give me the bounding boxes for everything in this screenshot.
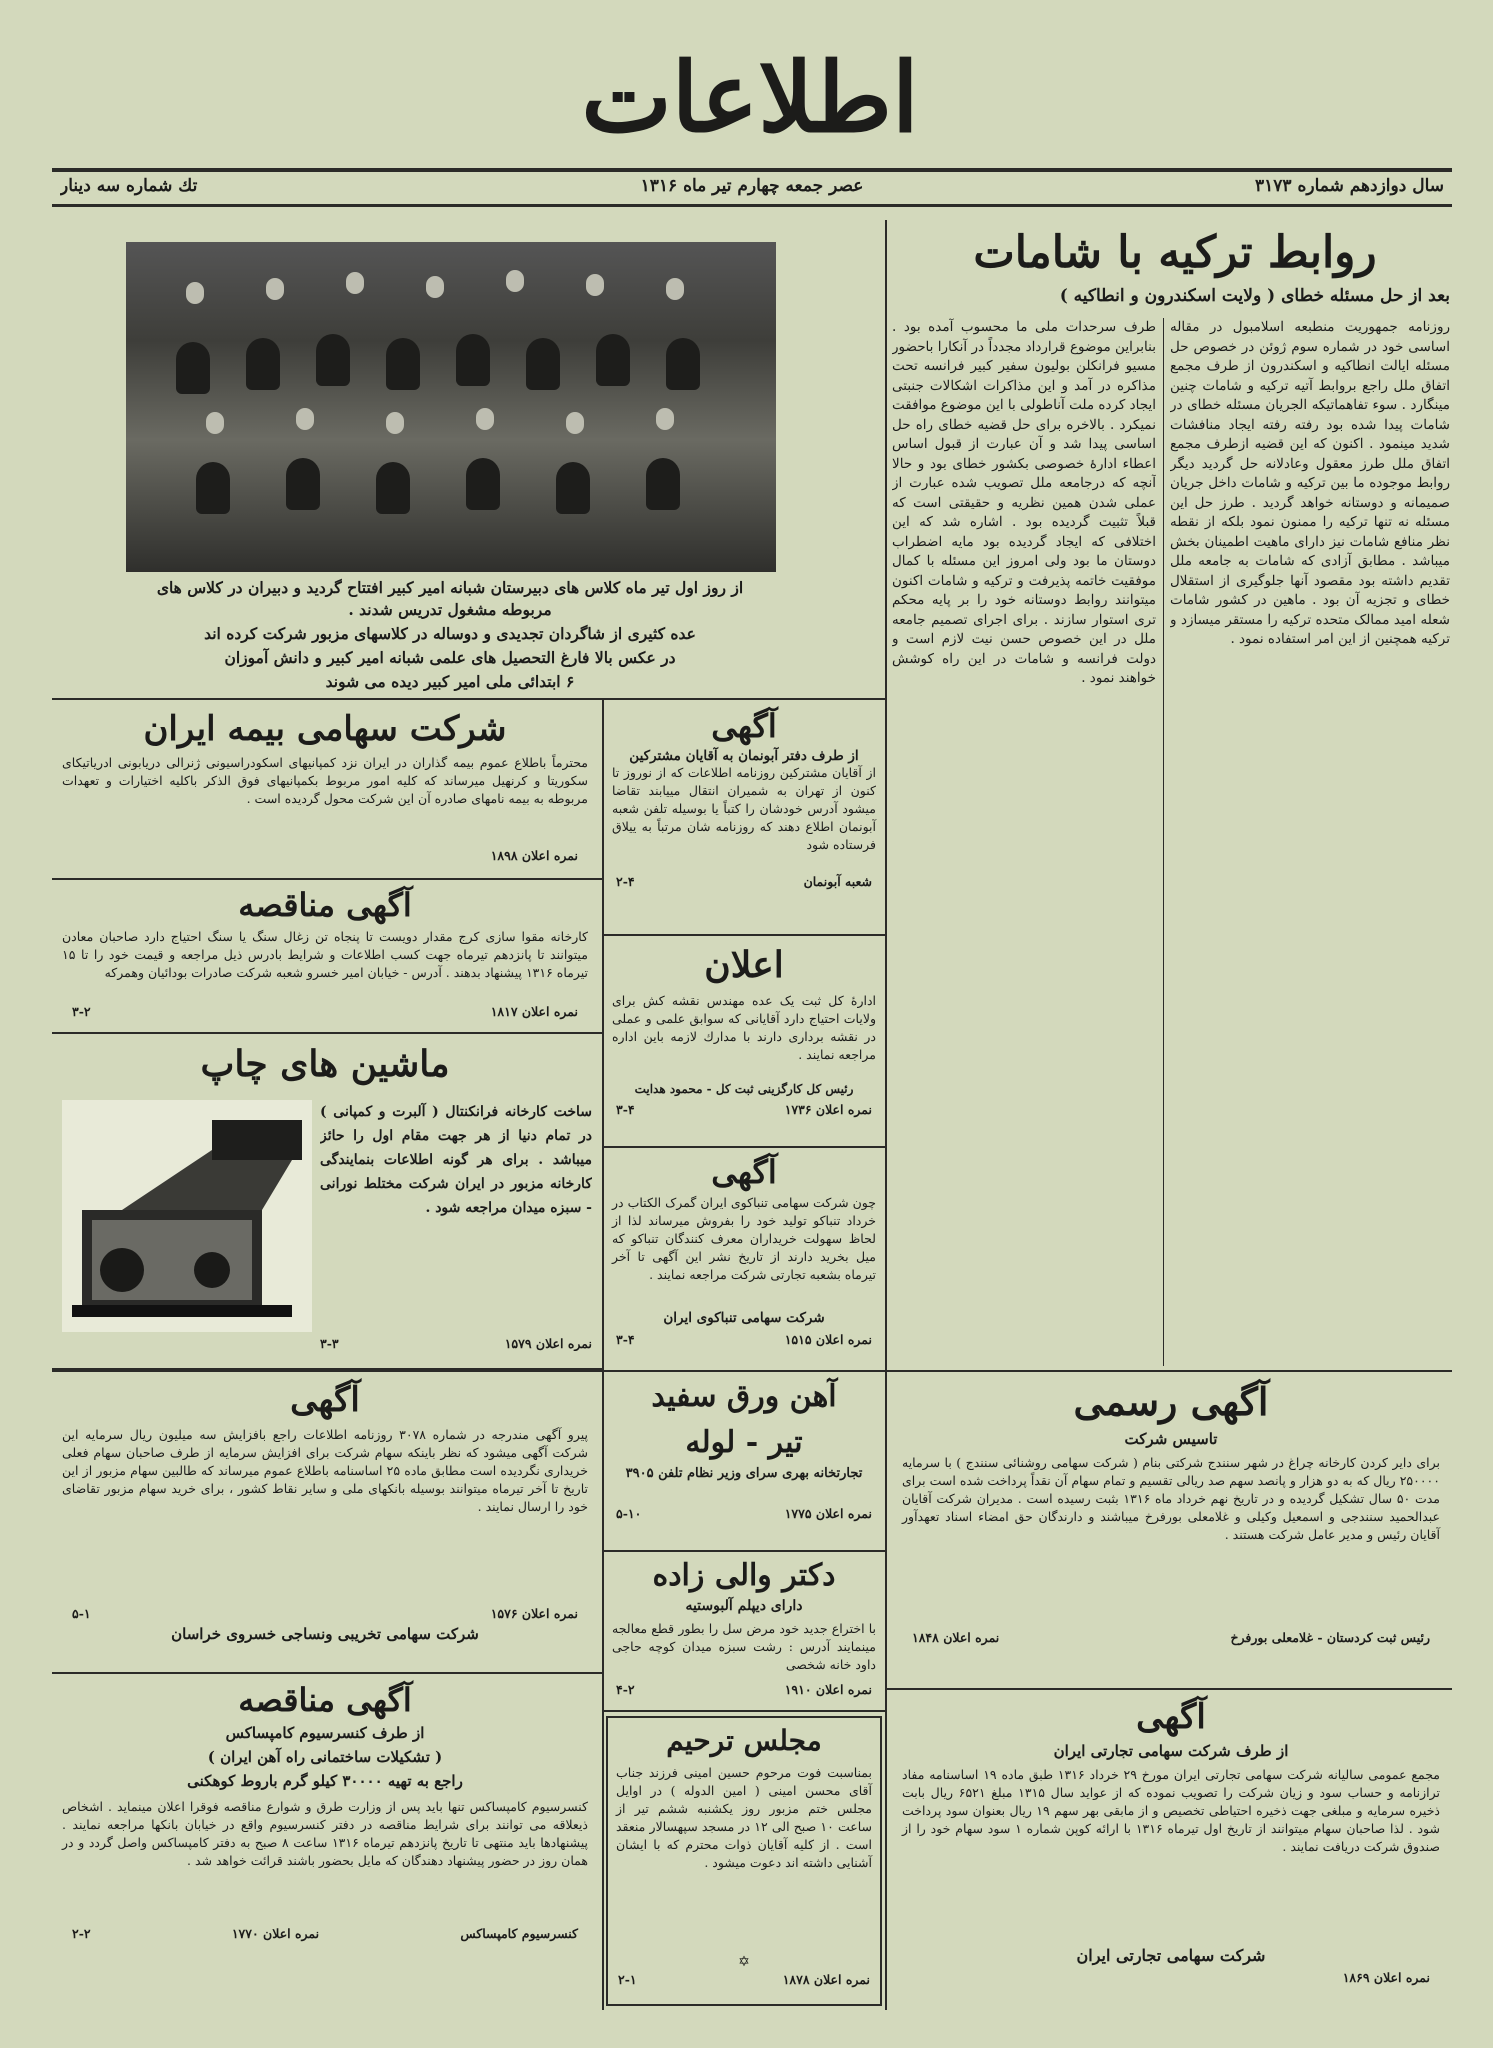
doctor-subtitle: دارای دیپلم آلبوستیه bbox=[685, 1598, 803, 1614]
photo-caption-1: از روز اول تیر ماه کلاس های دبیرستان شبانه امیر کبیر افتتاح گردید و دبیران در کلاس های bbox=[156, 578, 744, 597]
insurance-body: محترماً باطلاع عموم بیمه گذاران در ایران نزد کمپانیهای اسکودراسیونی ژنرالی دریابونی ادریاتیکای سکوریتا و کرنهیل میرساند که کلیه امور مربوط بکمپانیهای فوق الذکر باکلیه اختیارات و تعهدات مربوطه به بیمه نامهای صادره آن این شرکت محول گردیده است . bbox=[62, 755, 588, 806]
printing-body: ساخت کارخانه فرانکنتال ( آلبرت و کمپانی ) در تمام دنیا از هر جهت مقام اول را حائز میباشد . برای هر گونه اطلاعات بنمایندگی کارخانه مزبور در ایران شرکت مختلط نورانی - سبزه میدان مراجعه شود . bbox=[320, 1104, 592, 1216]
student-face bbox=[266, 278, 284, 300]
iron-code: ۵-۱۰ bbox=[616, 1506, 642, 1521]
tobacco-body: چون شرکت سهامی تنباکوی ایران گمرک الکتاب در خرداد تنباکو تولید خود را بفروش میرساند لذا از لحاظ سهولت خریداران معرف کنندگان تنباکو که میل بخرید دارند از تاریخ نشر این آگهی تا آخر تیرماه بشعبه تجارتی شرکت مراجعه نمایند . bbox=[612, 1195, 876, 1282]
lead-subhead: بعد از حل مسئله خطای ( ولایت اسکندرون و انطاکیه ) bbox=[1059, 286, 1450, 306]
masthead-rule-bottom bbox=[52, 204, 1452, 207]
photo-caption-2: مربوطه مشغول تدریس شدند . bbox=[348, 600, 552, 619]
student-figure bbox=[316, 334, 350, 386]
tender1-title: آگهی مناقصه bbox=[238, 886, 412, 924]
rule bbox=[52, 1032, 602, 1034]
issue-date: عصر جمعه چهارم تیر ماه ۱۳۱۶ bbox=[640, 176, 864, 196]
student-face bbox=[386, 412, 404, 434]
tender1-body: کارخانه مقوا سازی کرج مقدار دویست تا پنجاه تن زغال سنگ یا سنگ احتیاج دارد صاحبان معادن میتوانند تا پانزدهم تیرماه جهت کسب اطلاعات و شرایط بادرس ذیل مراجعه و قیمت خود را تا ۱۵ تیرماه ۱۳۱۶ پیشنهاد بدهند . آدرس - خیابان امیر خسرو شعبه شرکت صادرات بودائیان وهمرکه bbox=[62, 929, 588, 980]
doctor-title: دکتر والی زاده bbox=[652, 1558, 836, 1593]
memorial-footer bbox=[608, 1972, 880, 1987]
tender2-lead-3: راجع به تهیه ۳۰۰۰۰ کیلو گرم باروط کوهکنی bbox=[187, 1772, 463, 1790]
printing-title: ماشین های چاپ bbox=[200, 1043, 450, 1085]
tender2-lead-2: ( تشکیلات ساختمانی راه آهن ایران ) bbox=[207, 1748, 443, 1766]
printing-ad bbox=[52, 1036, 598, 1366]
subscription-body: از آقایان مشترکین روزنامه اطلاعات که از نوروز تا کنون از تهران به شمیران انتقال مییابند تقاضا میشود آدرس خودشان را کتباً یا بوسیله تلفن شعبه آبونمان اطلاع دهند که روزنامه شان مرتباً به ییلاق فرستاده شود bbox=[612, 765, 876, 852]
trade-footer bbox=[892, 1970, 1450, 1985]
masthead-rule-top bbox=[52, 168, 1452, 172]
trade-body: مجمع عمومی سالیانه شرکت سهامی تجارتی ایران مورخ ۲۹ خرداد ۱۳۱۶ طبق ماده ۱۹ اساسنامه مفاد ترازنامه و حساب سود و زیان شرکت را تصویب نموده که از عواید سال ۱۳۱۵ مبلغ ۶۵۲۱ ریال بابت ذخیره سرمایه و مبلغی جهت ذخیره احتیاطی تخصیص و از مابقی بهر سهم ۱۹ ریال بعنوان سود پرداخت شود . لذا صاحبان سهام میتوانند از تاریخ اول تیرماه ۱۳۱۶ با ارائه کوپن شماره ۱ سود سهام خود را از صندوق شرکت دریافت نمایند . bbox=[902, 1767, 1440, 1854]
lead-column-2: طرف سرحدات ملی ما محسوب آمده بود . بنابراین موضوع قرارداد مجدداً در آنکارا باحضور مسیو فرانکلن بولیون سفیر کبیر فرانسه تحت مذاکره در آمد و این مذاکرات اشکالات جنبتی ایجاد کرده ملت آناطولی با این موضوع موافقت نمیکرد . بالاخره برای حل قضیه خطای راه حل اساسی پیدا شد و آن عبارت از قبول اساس اعطاء ادارهٔ خصوصی بکشور خطای بود و حالا آنچه که درجامعه ملل تصویب شده عبارت از عملی شدن همین نظریه و حقیقتی است که قبلاً تثبیت گردیده بود . اشاره شد که این اختلافی که ایجاد گردیده بود مایه اضطراب دوستان ما بود ولی امروز این مسئله با کمال موفقیت خاتمه پذیرفت و ترکیه و شامات اکنون میتوانند روابط دوستانه خود را بر پایه محکم تری استوار سازند . برای اجرای تصمیم جامعه ملل در این خصوص حسن نیت لازم است و دولت فرانسه و شامات در این راه کوشش خواهند نمود . bbox=[892, 319, 1156, 686]
iron-title-2: تیر - لوله bbox=[685, 1425, 803, 1460]
printing-press-icon bbox=[62, 1100, 312, 1332]
student-face bbox=[206, 412, 224, 434]
tender2-code: ۲-۲ bbox=[72, 1926, 91, 1941]
dateline-bar bbox=[52, 174, 1452, 200]
issue-number: سال دوازدهم شماره ۳۱۷۳ bbox=[1255, 176, 1444, 196]
official-ad-number: نمره اعلان ۱۸۴۸ bbox=[912, 1630, 1000, 1645]
official-title: آگهی رسمی bbox=[1073, 1379, 1269, 1424]
tender1-code: ۳-۲ bbox=[72, 1004, 91, 1019]
student-face bbox=[426, 276, 444, 298]
rule bbox=[887, 1688, 1452, 1690]
trade-ad bbox=[892, 1692, 1450, 2006]
official-body: برای دایر کردن کارخانه چراغ در شهر سنندج شرکتی بنام ( شرکت سهامی روشنائی سنندج ) با سرمایه ۲۵۰۰۰۰ ریال که به دو هزار و پانصد سهم صد ریالی تقسیم و تمام سهام آن نقداً پرداخت شده است برای مدت ۵۰ سال تشکیل گردیده و در تاریخ نهم خرداد ماه ۱۳۱۶ بثبت رسیده است . مدیران شرکت آقایان عبدالحمید سنندجی و اسمعیل وکیلی و غلامعلی بورفرخ میباشند و دارندگان حق امضاء اسناد تعهدآور آقایان رئیس و مدیر عامل شرکت هستند . bbox=[902, 1455, 1440, 1542]
student-face bbox=[666, 278, 684, 300]
subscription-title: آگهی bbox=[711, 707, 777, 745]
rule bbox=[604, 934, 885, 936]
student-face bbox=[566, 412, 584, 434]
shares-signature: شرکت سهامی تخریبی ونساجی خسروی خراسان bbox=[171, 1625, 479, 1643]
insurance-footer bbox=[52, 848, 598, 863]
tobacco-ad-number: نمره اعلان ۱۵۱۵ bbox=[784, 1332, 872, 1347]
iron-title-1: آهن ورق سفید bbox=[651, 1379, 837, 1414]
student-face bbox=[346, 272, 364, 294]
doctor-body: با اختراع جدید خود مرض سل را بطور قطع معالجه مینمایند آدرس : رشت سبزه میدان کوچه حاجی داود خانه شخصی bbox=[612, 1621, 876, 1672]
student-figure bbox=[526, 338, 560, 390]
shares-body: پیرو آگهی مندرجه در شماره ۳۰۷۸ روزنامه اطلاعات راجع بافزایش سه میلیون ریال سرمایه این شرکت آگهی میشود که نظر باینکه سهام شرکت برای افزایش سرمایه از طرف صاحبان سهام فعلی خریداری نگردیده است مطابق ماده ۲۵ اساسنامه باطلاع عموم میرساند که طالبین سهام مزبور از این تاریخ تا آخر تیرماه میتوانند بوسیله بانکهای ملی و سایر نقاط کشور ، برای خرید سهام مزبور تقاضای خود را ارسال نمایند . bbox=[62, 1427, 589, 1514]
rule bbox=[604, 1146, 885, 1148]
tender2-title: آگهی مناقصه bbox=[238, 1681, 412, 1719]
iron-ad-number: نمره اعلان ۱۷۷۵ bbox=[784, 1506, 872, 1521]
lead-headline: روابط ترکیه با شامات bbox=[973, 227, 1377, 278]
memorial-ad bbox=[606, 1716, 882, 2006]
iron-ad bbox=[606, 1374, 882, 1548]
student-face bbox=[186, 282, 204, 304]
notice-title: اعلان bbox=[704, 944, 784, 986]
subscription-footer bbox=[606, 874, 882, 889]
trade-lead: از طرف شرکت سهامی تجارتی ایران bbox=[1053, 1742, 1289, 1760]
student-figure bbox=[666, 338, 700, 390]
printing-ad-number: نمره اعلان ۱۵۷۹ bbox=[504, 1336, 592, 1351]
tender1-footer bbox=[52, 1004, 598, 1019]
rule-full bbox=[52, 1370, 1452, 1372]
student-figure bbox=[196, 462, 230, 514]
notice-footer bbox=[606, 1102, 882, 1117]
student-face bbox=[656, 408, 674, 430]
rule bbox=[52, 878, 602, 880]
student-face bbox=[476, 408, 494, 430]
doctor-code: ۴-۲ bbox=[616, 1682, 635, 1697]
shares-ad-number: نمره اعلان ۱۵۷۶ bbox=[490, 1606, 578, 1621]
photo-rule bbox=[52, 698, 885, 700]
official-footer bbox=[892, 1630, 1450, 1645]
tender2-lead-1: از طرف کنسرسیوم کامپساکس bbox=[225, 1724, 425, 1742]
shares-code: ۵-۱ bbox=[72, 1606, 91, 1621]
student-figure bbox=[246, 338, 280, 390]
insurance-ad bbox=[52, 704, 598, 876]
notice-ad bbox=[606, 938, 882, 1144]
iron-body: تجارتخانه بهری سرای وزیر نظام تلفن ۳۹۰۵ bbox=[625, 1466, 863, 1481]
notice-ad-number: نمره اعلان ۱۷۳۶ bbox=[784, 1102, 872, 1117]
photo-caption-3: عده کثیری از شاگردان تجدیدی و دوساله در کلاسهای مزبور شرکت کرده اند bbox=[204, 624, 696, 643]
subscription-signature: شعبه آبونمان bbox=[803, 874, 872, 889]
shares-title: آگهی bbox=[290, 1380, 360, 1420]
class-photo bbox=[126, 242, 776, 572]
trade-title: آگهی bbox=[1136, 1697, 1206, 1737]
iron-footer bbox=[606, 1506, 882, 1521]
star-icon: ✡ bbox=[738, 1954, 750, 1970]
tender-ad-1 bbox=[52, 882, 598, 1030]
student-figure bbox=[286, 458, 320, 510]
student-figure bbox=[376, 462, 410, 514]
notice-code: ۳-۴ bbox=[616, 1102, 635, 1117]
issue-price: تك شماره سه دینار bbox=[60, 176, 198, 196]
photo-caption-4: در عکس بالا فارغ التحصیل های علمی شبانه امیر کبیر و دانش آموزان bbox=[224, 648, 676, 667]
student-figure bbox=[596, 334, 630, 386]
memorial-body: بمناسبت فوت مرحوم حسین امینی فرزند جناب آقای محسن امینی ( امین الدوله ) در اوایل مجلس ختم مزبور روز یکشنبه ششم تیر از ساعت ۱۰ صبح الی ۱۲ در مسجد سپهسالار منعقد است . از کلیه آقایان ذوات محترم که با ایشان آشنایی داشته اند دعوت میشود . bbox=[616, 1765, 872, 1870]
trade-ad-number: نمره اعلان ۱۸۶۹ bbox=[1342, 1970, 1430, 1985]
tobacco-ad bbox=[606, 1150, 882, 1368]
subscription-code: ۲-۴ bbox=[616, 874, 635, 889]
column-rule-mid bbox=[602, 700, 604, 2010]
photo-caption-5: ۶ ابتدائی ملی امیر کبیر دیده می شوند bbox=[325, 672, 575, 691]
memorial-ad-number: نمره اعلان ۱۸۷۸ bbox=[782, 1972, 870, 1987]
tender1-ad-number: نمره اعلان ۱۸۱۷ bbox=[490, 1004, 578, 1019]
trade-signature: شرکت سهامی تجارتی ایران bbox=[1076, 1946, 1266, 1965]
shares-ad bbox=[52, 1374, 598, 1670]
subscription-lead: از طرف دفتر آبونمان به آقایان مشترکین bbox=[629, 748, 859, 764]
tender2-footer bbox=[52, 1926, 598, 1941]
masthead-title: اطلاعات bbox=[581, 41, 919, 154]
printing-machine-illustration bbox=[62, 1100, 312, 1332]
tender2-ad-number: نمره اعلان ۱۷۷۰ bbox=[231, 1926, 320, 1941]
rule bbox=[52, 1672, 602, 1674]
official-subtitle: تاسیس شرکت bbox=[1124, 1430, 1218, 1448]
tender2-signature: کنسرسیوم کامپساکس bbox=[460, 1926, 578, 1941]
student-figure bbox=[466, 458, 500, 510]
column-rule-right-lower bbox=[885, 1370, 887, 2010]
tender-ad-2 bbox=[52, 1676, 598, 2006]
student-figure bbox=[386, 338, 420, 390]
printing-footer bbox=[320, 1336, 592, 1351]
doctor-ad-number: نمره اعلان ۱۹۱۰ bbox=[784, 1682, 872, 1697]
doctor-footer bbox=[606, 1682, 882, 1697]
tobacco-code: ۳-۴ bbox=[616, 1332, 635, 1347]
memorial-title: مجلس ترحیم bbox=[666, 1724, 822, 1757]
student-face bbox=[586, 274, 604, 296]
lead-column-1: روزنامه جمهوریت منطبعه اسلامبول در مقاله اساسی خود در شماره سوم ژوئن در خصوص حل مسئله ایالت انطاکیه و اسکندرون از طرف مجمع اتفاق ملل راجع بروابط آتیه ترکیه و شامات چنین مینگارد . سوء تفاهماتیکه الجریان مسئله خطای در شامات پیدا شده بود رفته رفته ایجاد منافشات شدید مینمود . اکنون که این قضیه ازطرف مجمع اتفاق ملل طرز معقول وعادلانه حل گردید دیگر روابط موجوده ما بین ترکیه و شامات داخل جریان صمیمانه و دوستانه خواهد گردید . طرز حل این مسئله نه تنها ترکیه را ممنون نمود بلکه از نقطه نظر منافع شامات نیز دارای ماهیت اطمینان بخش میباشد . مطابق آزادی که شامات به جامعه ملل تقدیم داشته بود مقصود آنها جلوگیری از استقلال خطای و تجزیه آن بود . ماهین در کشور شامات شعله امید ممالک متحده ترکیه را مستقر میسازد و ترکیه همچنین از این امر استفاده نمود . bbox=[1170, 319, 1450, 647]
doctor-ad bbox=[606, 1554, 882, 1708]
lead-column-rule bbox=[1163, 318, 1164, 1366]
shares-footer bbox=[52, 1606, 598, 1621]
student-figure bbox=[176, 342, 210, 394]
rule bbox=[604, 1550, 885, 1552]
official-signature: رئیس ثبت کردستان - غلامعلی بورفرخ bbox=[1230, 1630, 1430, 1645]
student-figure bbox=[456, 334, 490, 386]
tender2-body: کنسرسیوم کامپساکس تنها باید پس از وزارت طرق و شوارع مناقصه فوقرا اعلان مینماید . اشخاص ذیعلاقه می توانند برای شرایط مناقصه در دفتر کنسرسیوم واقع در خیابان بانکها مراجعه نمایند . پیشنهادها باید منتهی تا تاریخ پانزدهم تیرماه ۱۳۱۶ ساعت ۸ صبح به دفتر کامپساکس واصل گردد و در همان روز در حضور پیشنهاد دهندگان که مایل بحضور باشند قرائت خواهد شد . bbox=[62, 1799, 588, 1868]
official-ad bbox=[892, 1374, 1450, 1684]
printing-code: ۳-۳ bbox=[320, 1336, 339, 1351]
student-face bbox=[296, 408, 314, 430]
insurance-ad-number: نمره اعلان ۱۸۹۸ bbox=[490, 848, 578, 863]
rule bbox=[604, 1710, 885, 1712]
subscription-ad bbox=[606, 704, 882, 932]
student-figure bbox=[556, 462, 590, 514]
tobacco-title: آگهی bbox=[711, 1153, 777, 1191]
student-figure bbox=[646, 458, 680, 510]
student-face bbox=[506, 270, 524, 292]
memorial-code: ۲-۱ bbox=[618, 1972, 637, 1987]
notice-body: ادارهٔ کل ثبت یک عده مهندس نقشه کش برای ولایات احتیاج دارد آقایانی که سوابق علمی و عملی در نقشه برداری دارند با مدارك لازمه باین اداره مراجعه نمایند . bbox=[612, 993, 876, 1062]
insurance-title: شرکت سهامی بیمه ایران bbox=[143, 709, 507, 749]
notice-signature: رئیس کل کارگزینی ثبت کل - محمود هدایت bbox=[634, 1082, 854, 1096]
tobacco-signature: شرکت سهامی تنباکوی ایران bbox=[663, 1310, 825, 1326]
column-rule-right bbox=[885, 220, 887, 1370]
tobacco-footer bbox=[606, 1332, 882, 1347]
